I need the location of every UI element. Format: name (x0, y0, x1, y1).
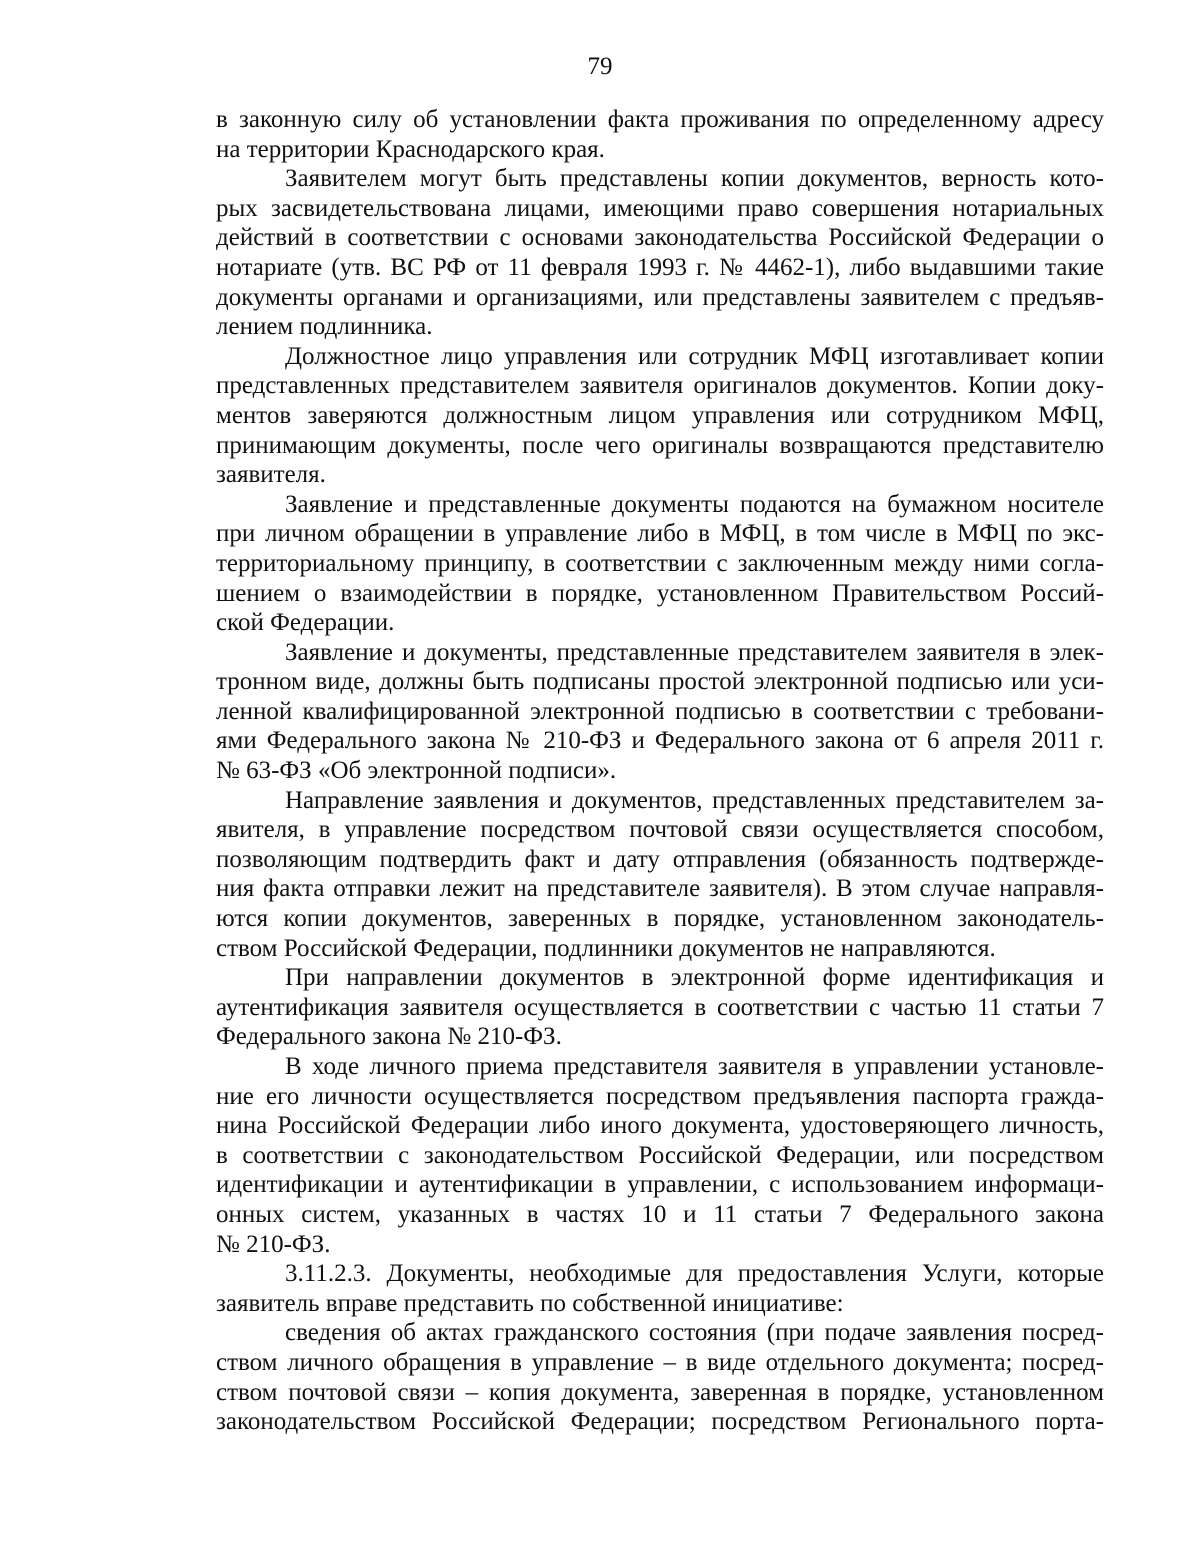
text-line: на территории Краснодарского края. (216, 135, 605, 163)
text-line: № 210-ФЗ. (216, 1230, 331, 1258)
text-line: ством Российской Федерации, подлинники документов не направляются. (216, 934, 996, 962)
body-text (216, 105, 1104, 1437)
text-line: ством личного обращения в управление – в виде отдельного документа; посред- (216, 1348, 1104, 1376)
text-line: ями Федерального закона № 210-ФЗ и Федерального закона от 6 апреля 2011 г. (216, 727, 1104, 755)
text-line: ментов заверяются должностным лицом управления или сотрудником МФЦ, (216, 401, 1104, 429)
text-line: позволяющим подтвердить факт и дату отправления (обязанность подтвержде- (216, 845, 1104, 873)
text-line: документы органами и организациями, или представлены заявителем с предъяв- (216, 283, 1104, 311)
text-line: действий в соответствии с основами законодательства Российской Федерации о (216, 224, 1104, 252)
text-line: № 63-ФЗ «Об электронной подписи». (216, 757, 617, 785)
text-line: нотариате (утв. ВС РФ от 11 февраля 1993 г. № 4462-1), либо выдавшими такие (216, 253, 1104, 281)
text-line: онных систем, указанных в частях 10 и 11 статьи 7 Федерального закона (216, 1200, 1104, 1228)
text-line: Должностное лицо управления или сотрудник МФЦ изготавливает копии (285, 342, 1104, 370)
text-line: принимающим документы, после чего оригиналы возвращаются представителю (216, 431, 1104, 459)
text-line: При направлении документов в электронной форме идентификация и (285, 964, 1104, 992)
text-line: тронном виде, должны быть подписаны простой электронной подписью или уси- (216, 668, 1104, 696)
text-line: в соответствии с законодательством Российской Федерации, или посредством (216, 1141, 1104, 1169)
text-line: Заявителем могут быть представлены копии документов, верность кото- (285, 165, 1104, 193)
text-line: В ходе личного приема представителя заявителя в управлении установле- (285, 1053, 1104, 1080)
text-line: ством почтовой связи – копия документа, заверенная в порядке, установленном (216, 1378, 1104, 1406)
text-line: сведения об актах гражданского состояния (при подаче заявления посред- (285, 1319, 1104, 1347)
text-line: ние его личности осуществляется посредством предъявления паспорта гражда- (216, 1082, 1104, 1110)
text-line: представленных представителем заявителя оригиналов документов. Копии доку- (216, 372, 1104, 400)
text-line: в законную силу об установлении факта проживания по определенному адресу (216, 106, 1104, 133)
text-line: при личном обращении в управление либо в МФЦ, в том числе в МФЦ по экс- (216, 520, 1104, 548)
text-line: аутентификация заявителя осуществляется в соответствии с частью 11 статьи 7 (216, 993, 1104, 1021)
text-line: ленной квалифицированной электронной подписью в соответствии с требовани- (216, 697, 1104, 725)
text-line: территориальному принципу, в соответствии с заключенным между ними согла- (216, 549, 1104, 577)
text-line: ния факта отправки лежит на представителе заявителя). В этом случае направля- (216, 875, 1104, 903)
text-line: Заявление и документы, представленные представителем заявителя в элек- (285, 638, 1104, 666)
text-line: 3.11.2.3. Документы, необходимые для предоставления Услуги, которые (285, 1260, 1104, 1288)
text-line: шением о взаимодействии в порядке, установленном Правительством Россий- (216, 579, 1104, 607)
text-line: рых засвидетельствована лицами, имеющими право совершения нотариальных (216, 194, 1104, 222)
text-line: законодательством Российской Федерации; посредством Регионального порта- (216, 1408, 1104, 1436)
text-line: ской Федерации. (216, 609, 395, 637)
page-number: 79 (587, 53, 613, 80)
text-line: явителя, в управление посредством почтовой связи осуществляется способом, (216, 816, 1104, 844)
text-line: идентификации и аутентификации в управлении, с использованием информаци- (216, 1171, 1104, 1199)
text-line: заявителя. (216, 461, 326, 489)
text-line: лением подлинника. (216, 313, 433, 341)
text-line: нина Российской Федерации либо иного документа, удостоверяющего личность, (216, 1112, 1104, 1140)
text-line: Направление заявления и документов, представленных представителем за- (285, 786, 1104, 814)
text-line: ются копии документов, заверенных в порядке, установленном законодатель- (216, 905, 1104, 933)
text-line: Заявление и представленные документы подаются на бумажном носителе (285, 490, 1104, 518)
text-line: заявитель вправе представить по собственной инициативе: (216, 1289, 844, 1317)
text-line: Федерального закона № 210-ФЗ. (216, 1023, 562, 1051)
